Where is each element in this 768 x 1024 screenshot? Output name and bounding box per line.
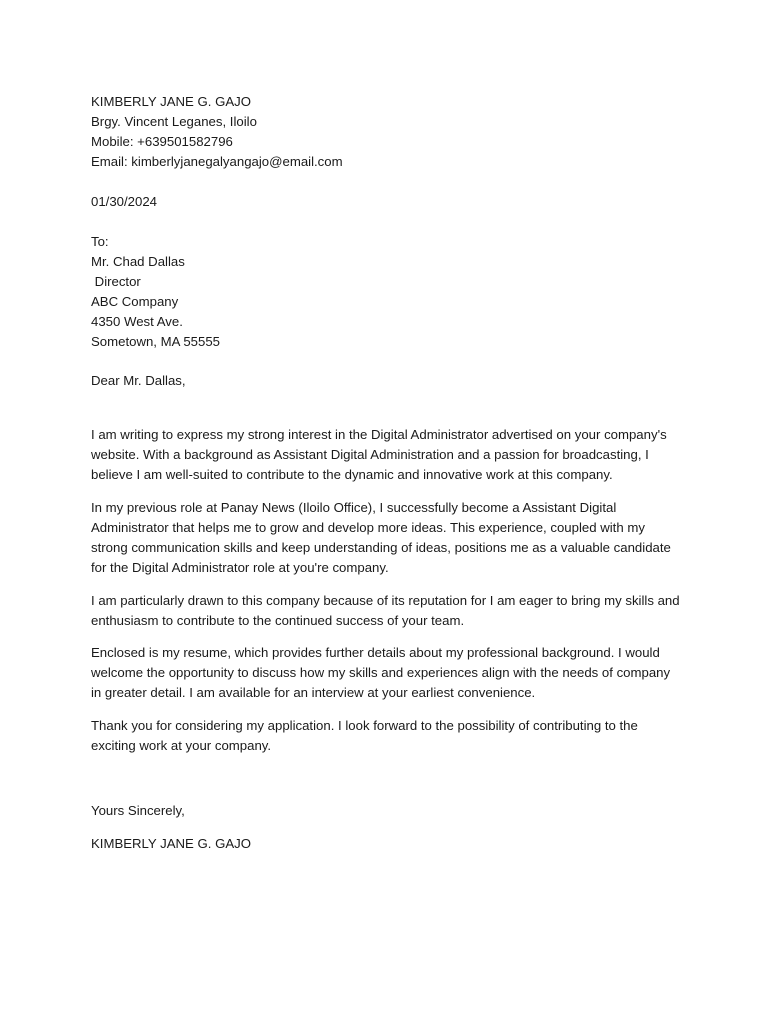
sender-email: Email: kimberlyjanegalyangajo@email.com [91, 154, 343, 169]
recipient-to-label: To: [91, 234, 109, 249]
body-paragraph-1 [91, 425, 691, 485]
paragraph-text: In my previous role at Panay News (Iloilo Office), I successfully become a Assistant Digital Administrator that helps me to grow and develop more ideas. This experience, coupled with my strong communication skills and keep understanding of ideas, positions me as a valuable candidate for the Digital Administrator role at you're company. [91, 500, 671, 575]
sender-name: KIMBERLY JANE G. GAJO [91, 94, 252, 109]
signature-name: KIMBERLY JANE G. GAJO [91, 836, 252, 851]
body-paragraph-2 [91, 498, 691, 578]
sender-address: Brgy. Vincent Leganes, Iloilo [91, 114, 257, 129]
paragraph-text: I am writing to express my strong interest in the Digital Administrator advertised on your company's website. With a background as Assistant Digital Administration and a passion for broadcasting, I believe I am well-suited to contribute to the dynamic and innovative work at this company. [91, 427, 667, 482]
recipient-company: ABC Company [91, 294, 179, 309]
recipient-block [91, 232, 691, 352]
paragraph-text: Thank you for considering my application. I look forward to the possibility of contributing to the exciting work at your company. [91, 718, 638, 753]
letter-date: 01/30/2024 [91, 194, 158, 209]
date-block [91, 192, 691, 212]
sender-block [91, 92, 691, 172]
paragraph-text: I am particularly drawn to this company because of its reputation for I am eager to bring my skills and enthusiasm to contribute to the continued success of your team. [91, 593, 680, 628]
recipient-street: 4350 West Ave. [91, 314, 183, 329]
paragraph-text: Enclosed is my resume, which provides further details about my professional background. I would welcome the opportunity to discuss how my skills and experiences align with the needs of company in greater detail. I am available for an interview at your earliest convenience. [91, 645, 671, 700]
closing-block [91, 801, 691, 821]
salutation: Dear Mr. Dallas, [91, 373, 186, 388]
closing: Yours Sincerely, [91, 803, 185, 818]
sender-mobile: Mobile: +639501582796 [91, 134, 233, 149]
recipient-title: Director [91, 274, 141, 289]
recipient-city: Sometown, MA 55555 [91, 334, 221, 349]
signature-block [91, 834, 691, 854]
body-paragraph-4 [91, 643, 691, 703]
recipient-name: Mr. Chad Dallas [91, 254, 185, 269]
body-paragraph-3 [91, 591, 691, 631]
body-paragraph-5 [91, 716, 691, 756]
salutation-block [91, 371, 691, 391]
